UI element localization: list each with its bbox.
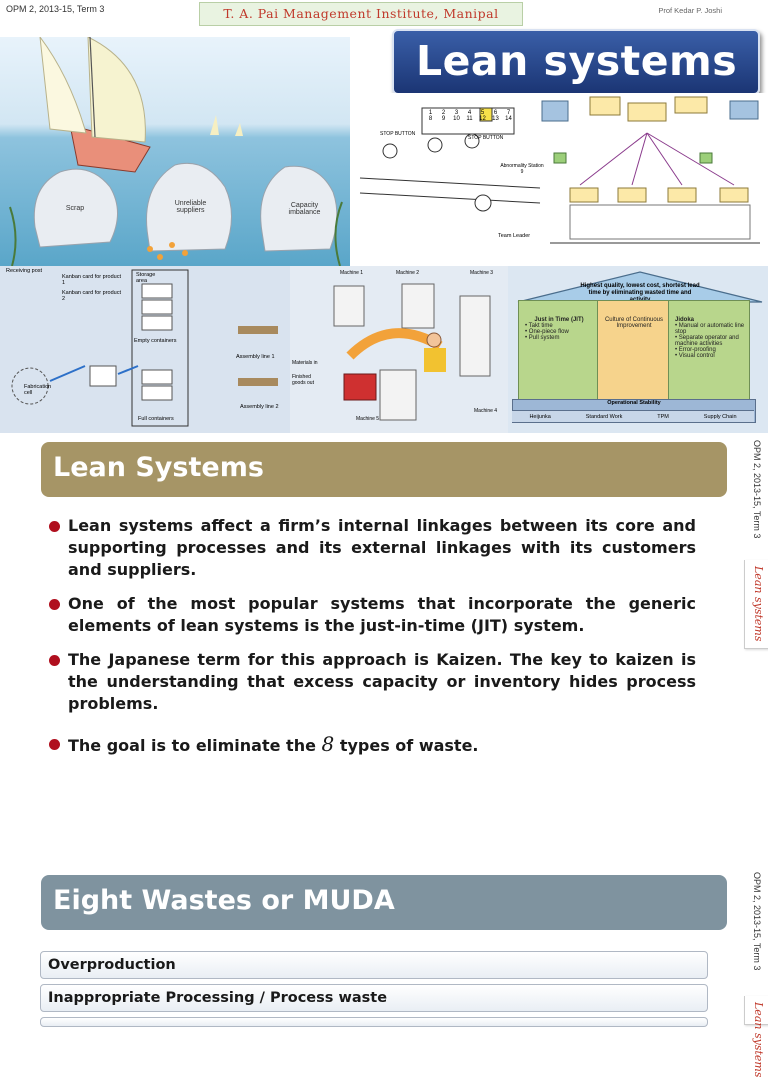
jit-pillar — [519, 301, 597, 405]
line-number: 2 — [441, 110, 446, 116]
bullet-text: The Japanese term for this approach is Kaizen. The key to kaizen is the understanding that excess capacity or inventory hides process problems. — [68, 650, 696, 713]
bullet-item — [48, 649, 696, 715]
line-number: 4 — [467, 110, 472, 116]
jit-title: Just in Time (JIT) — [534, 317, 584, 323]
machine-1-label: Machine 1 — [340, 270, 364, 276]
line-number: 7 — [506, 110, 511, 116]
kanban-illustration — [0, 266, 290, 433]
line-number: 10 — [453, 116, 460, 122]
section-heading-bar-2 — [41, 875, 727, 930]
jidoka-item: • Manual or automatic line stop — [675, 323, 745, 335]
slide-title: Lean systems — [416, 37, 738, 85]
kanban-card-1-label: Kanban card for product 1 — [62, 274, 122, 286]
line-number: 6 — [493, 110, 498, 116]
assembly-line-1-label: Assembly line 1 — [236, 354, 275, 360]
jidoka-item-text: Visual control — [678, 353, 715, 359]
base-item: Standard Work — [585, 413, 623, 420]
side-tab-2 — [744, 996, 768, 1077]
house-pillars — [518, 300, 750, 406]
machine-3-label: Machine 3 — [470, 270, 494, 276]
author-label: Prof Kedar P. Joshi — [658, 6, 722, 15]
institute-banner: T. A. Pai Management Institute, Manipal — [199, 2, 523, 26]
jidoka-item: • Visual control — [675, 353, 715, 359]
receiving-post-label: Receiving post — [6, 268, 43, 274]
title-banner — [392, 29, 760, 95]
bullet-list — [48, 515, 696, 769]
muda-item-partial — [40, 1017, 708, 1027]
storage-area-label: Storage area — [136, 272, 156, 284]
line-number: 11 — [466, 116, 473, 122]
culture-text: Culture of Continuous Improvement — [604, 317, 664, 329]
line-number: 13 — [492, 116, 499, 122]
base-item: TPM — [657, 413, 669, 420]
bullet-dot-icon — [49, 599, 60, 610]
bullet-dot-icon — [49, 655, 60, 666]
rock-label-scrap: Scrap — [65, 205, 85, 212]
jit-item-text: One-piece flow — [528, 329, 569, 335]
materials-in-label: Materials in — [292, 360, 318, 366]
side-course-label: OPM 2, 2013-15, Term 3 — [752, 440, 762, 539]
team-leader-label: Team Leader — [498, 233, 531, 239]
culture-pillar — [597, 301, 669, 405]
bullet-item — [48, 733, 696, 757]
side-tab-label-2: Lean systems — [752, 1002, 765, 1077]
jidoka-title: Jidoka — [675, 317, 695, 323]
machine-2-label: Machine 2 — [396, 270, 420, 276]
manufacturing-cell-illustration — [290, 266, 508, 433]
line-number: 9 — [441, 116, 446, 122]
line-number: 12 — [479, 116, 486, 122]
jit-item: • One-piece flow — [525, 329, 569, 335]
bullet-item — [48, 515, 696, 581]
jit-item-text: Takt time — [528, 323, 553, 329]
stop-button-label-2: STOP BUTTON — [468, 135, 504, 141]
jit-item-text: Pull system — [528, 335, 560, 341]
muda-item — [40, 951, 708, 979]
assembly-line-illustration — [350, 93, 768, 266]
line-number: 5 — [480, 110, 485, 116]
line-number: 8 — [428, 116, 433, 122]
bullet-text: The goal is to eliminate the — [68, 736, 322, 755]
finished-goods-label: Finished goods out — [292, 374, 314, 386]
jidoka-item: • Error-proofing — [675, 347, 716, 353]
section-heading-bar — [41, 442, 727, 497]
assembly-line-2-label: Assembly line 2 — [240, 404, 279, 410]
muda-item-label: Inappropriate Processing / Process waste — [48, 990, 388, 1006]
base-item: Supply Chain — [703, 413, 737, 420]
jidoka-pillar — [669, 301, 749, 405]
bullet-dot-icon — [49, 739, 60, 750]
bullet-text: types of waste. — [334, 736, 479, 755]
bullet-dot-icon — [49, 521, 60, 532]
rock-label-suppliers: Unreliable suppliers — [174, 200, 207, 214]
fabrication-cell-label: Fabrication cell — [24, 384, 52, 396]
line-number: 1 — [428, 110, 433, 116]
section-heading-2: Eight Wastes or MUDA — [53, 885, 395, 916]
jidoka-item-text: Separate operator and machine activities — [675, 335, 739, 347]
course-label: OPM 2, 2013-15, Term 3 — [6, 4, 105, 14]
muda-item-label: Overproduction — [48, 957, 176, 973]
empty-containers-label: Empty containers — [134, 338, 177, 344]
machine-5-label: Machine 5 — [356, 416, 380, 422]
jidoka-item-text: Error-proofing — [678, 347, 716, 353]
stability-label: Operational Stability — [607, 400, 661, 406]
line-number-board — [424, 110, 516, 122]
section-heading: Lean Systems — [53, 452, 264, 483]
house-roof-text: Highest quality, lowest cost, shortest lead time by eliminating wasted time and — [580, 283, 700, 296]
muda-item — [40, 984, 708, 1012]
jit-item: • Pull system — [525, 335, 560, 341]
sea-illustration — [0, 37, 350, 266]
house-base-row — [512, 410, 754, 422]
machine-4-label: Machine 4 — [474, 408, 498, 414]
bullet-text: One of the most popular systems that incorporate the generic elements of lean systems is the just-in-time (JIT) system. — [68, 594, 696, 635]
bullet-text: Lean systems affect a firm’s internal linkages between its core and supporting processes and its external linkages with its customers and suppliers. — [68, 516, 696, 579]
line-number: 3 — [454, 110, 459, 116]
line-number: 14 — [505, 116, 512, 122]
side-course-label-2: OPM 2, 2013-15, Term 3 — [752, 872, 762, 971]
base-item: Heijunka — [529, 413, 551, 420]
jidoka-item: • Separate operator and machine activities — [675, 335, 739, 347]
jidoka-item-text: Manual or automatic line stop — [675, 323, 745, 335]
abnormality-label: Abnormality Station 9 — [500, 163, 544, 175]
side-tab-label: Lean systems — [752, 566, 765, 642]
jit-item: • Takt time — [525, 323, 553, 329]
stop-button-label: STOP BUTTON — [380, 131, 416, 137]
rock-label-capacity: Capacity imbalance — [288, 202, 321, 216]
bullet-item — [48, 593, 696, 637]
kanban-card-2-label: Kanban card for product 2 — [62, 290, 122, 302]
full-containers-label: Full containers — [138, 416, 174, 422]
side-tab — [744, 560, 768, 649]
waste-count: 8 — [321, 732, 335, 756]
